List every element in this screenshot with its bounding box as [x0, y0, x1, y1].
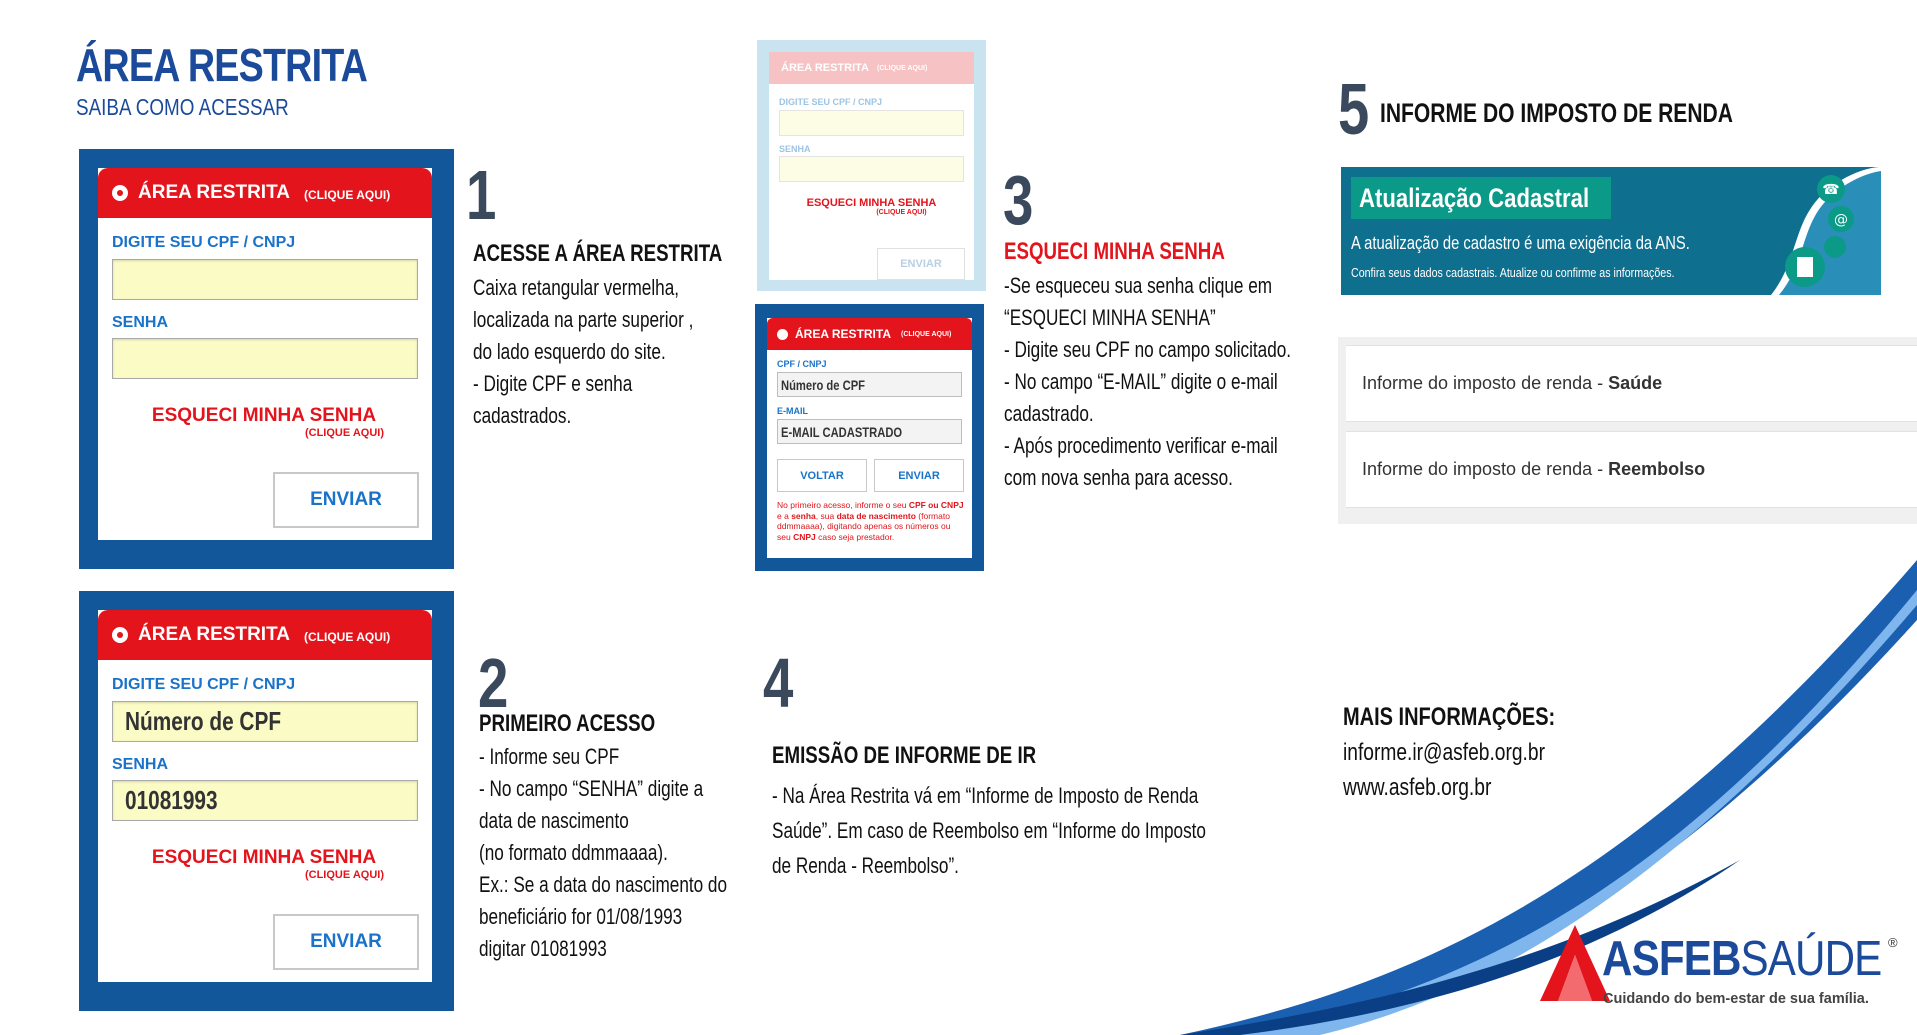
forgot-password-link[interactable]: ESQUECI MINHA SENHA (CLIQUE AQUI): [151, 405, 384, 439]
page-title: ÁREA RESTRITA: [76, 39, 368, 91]
send-button: ENVIAR: [877, 248, 965, 280]
cpf-label: DIGITE SEU CPF / CNPJ: [779, 97, 883, 107]
banner-decoration: [1731, 167, 1881, 295]
restricted-area-bar[interactable]: ÁREA RESTRITA (CLIQUE AQUI): [767, 318, 972, 350]
step5-title: INFORME DO IMPOSTO DE RENDA: [1380, 98, 1733, 128]
cpf-input: [779, 110, 964, 136]
income-tax-report-list: [1338, 337, 1917, 524]
senha-input[interactable]: [112, 338, 418, 379]
logo-wordmark: ASFEBSAÚDE: [1602, 932, 1882, 986]
more-info-title: MAIS INFORMAÇÕES:: [1343, 703, 1556, 731]
login-widget-step1: [79, 149, 454, 569]
svg-text:@: @: [1834, 212, 1848, 228]
step4-title: EMISSÃO DE INFORME DE IR: [772, 742, 1037, 769]
asfeb-saude-logo: [1540, 925, 1900, 1015]
send-button[interactable]: ENVIAR: [273, 472, 419, 528]
forgot-password-link[interactable]: ESQUECI MINHA SENHA (CLIQUE AQUI): [806, 197, 937, 216]
step3-number: 3: [1003, 161, 1034, 239]
senha-input: [779, 156, 964, 182]
step1-text: Caixa retangular vermelha, localizada na parte superior , do lado esquerdo do site. - Digite CPF e senha cadastrados.: [473, 275, 694, 428]
step4-text: - Na Área Restrita vá em “Informe de Imposto de Renda Saúde”. Em caso de Reembolso em “Informe do Imposto de Renda - Reembolso”.: [772, 783, 1206, 878]
contact-email-link[interactable]: informe.ir@asfeb.org.br: [1343, 739, 1545, 766]
email-input[interactable]: E-MAIL CADASTRADO: [777, 419, 962, 444]
login-widget-step2: [79, 591, 454, 1011]
banner-title: Atualização Cadastral: [1351, 177, 1611, 219]
send-button[interactable]: ENVIAR: [273, 914, 419, 970]
svg-text:☎: ☎: [1822, 182, 1840, 198]
list-item-refund-report[interactable]: Informe do imposto de renda - Reembolso: [1346, 431, 1917, 508]
logo-mark: [1540, 925, 1610, 1001]
lock-icon: [112, 627, 128, 643]
step5-number: 5: [1338, 70, 1370, 150]
cpf-input-filled[interactable]: Número de CPF: [112, 701, 418, 742]
cpf-label: DIGITE SEU CPF / CNPJ: [112, 234, 296, 251]
senha-label: SENHA: [112, 314, 169, 331]
step1-title: ACESSE A ÁREA RESTRITA: [473, 240, 723, 267]
lock-icon: [777, 329, 788, 340]
first-access-note: No primeiro acesso, informe o seu CPF ou CNPJ e a senha, sua data de nascimento (formato ddmmaaaa), digitando apenas os números ou seu CNPJ caso seja prestador.: [777, 500, 964, 542]
step1-number: 1: [466, 156, 497, 234]
list-item-health-report[interactable]: Informe do imposto de renda - Saúde: [1346, 345, 1917, 422]
faded-login-widget: [757, 40, 986, 291]
cpf-label: DIGITE SEU CPF / CNPJ: [112, 676, 296, 693]
senha-input-filled[interactable]: 01081993: [112, 780, 418, 821]
registered-mark: ®: [1888, 935, 1898, 950]
back-button[interactable]: VOLTAR: [777, 459, 867, 492]
update-registration-banner[interactable]: [1341, 167, 1881, 295]
banner-line2: Confira seus dados cadastrais. Atualize ou confirme as informações.: [1351, 265, 1675, 280]
page-subtitle: SAIBA COMO ACESSAR: [76, 94, 289, 120]
step4-number: 4: [763, 644, 794, 722]
send-button[interactable]: ENVIAR: [874, 459, 964, 492]
forgot-password-link[interactable]: ESQUECI MINHA SENHA (CLIQUE AQUI): [151, 847, 384, 881]
senha-label: SENHA: [779, 144, 811, 154]
step3-title: ESQUECI MINHA SENHA: [1004, 238, 1225, 265]
senha-label: SENHA: [112, 756, 169, 773]
restricted-area-bar: ÁREA RESTRITA (CLIQUE AQUI): [769, 52, 974, 84]
cpf-label: CPF / CNPJ: [777, 359, 827, 369]
restricted-area-bar[interactable]: ÁREA RESTRITA (CLIQUE AQUI): [98, 168, 432, 218]
step2-text: - Informe seu CPF - No campo “SENHA” digite a data de nascimento (no formato ddmmaaaa). Ex.: Se a data do nascimento do beneficiário for 01/08/1993 digitar 01081993: [479, 744, 728, 961]
lock-icon: [112, 185, 128, 201]
step2-number: 2: [478, 644, 509, 722]
logo-tagline: Cuidando do bem-estar de sua família.: [1603, 991, 1869, 1007]
website-link[interactable]: www.asfeb.org.br: [1343, 774, 1492, 801]
cpf-input[interactable]: [112, 259, 418, 300]
restricted-area-bar[interactable]: ÁREA RESTRITA (CLIQUE AQUI): [98, 610, 432, 660]
forgot-password-widget: [755, 304, 984, 571]
banner-line1: A atualização de cadastro é uma exigência da ANS.: [1351, 233, 1690, 253]
cpf-input[interactable]: Número de CPF: [777, 372, 962, 397]
step3-text: -Se esqueceu sua senha clique em “ESQUECI MINHA SENHA” - Digite seu CPF no campo solicitado. - No campo “E-MAIL” digite o e-mail cadastrado. - Após procedimento verificar e-mail com nova senha para acesso.: [1004, 273, 1292, 490]
step2-title: PRIMEIRO ACESSO: [479, 710, 656, 737]
email-label: E-MAIL: [777, 406, 808, 416]
location-icon: [1824, 236, 1846, 258]
